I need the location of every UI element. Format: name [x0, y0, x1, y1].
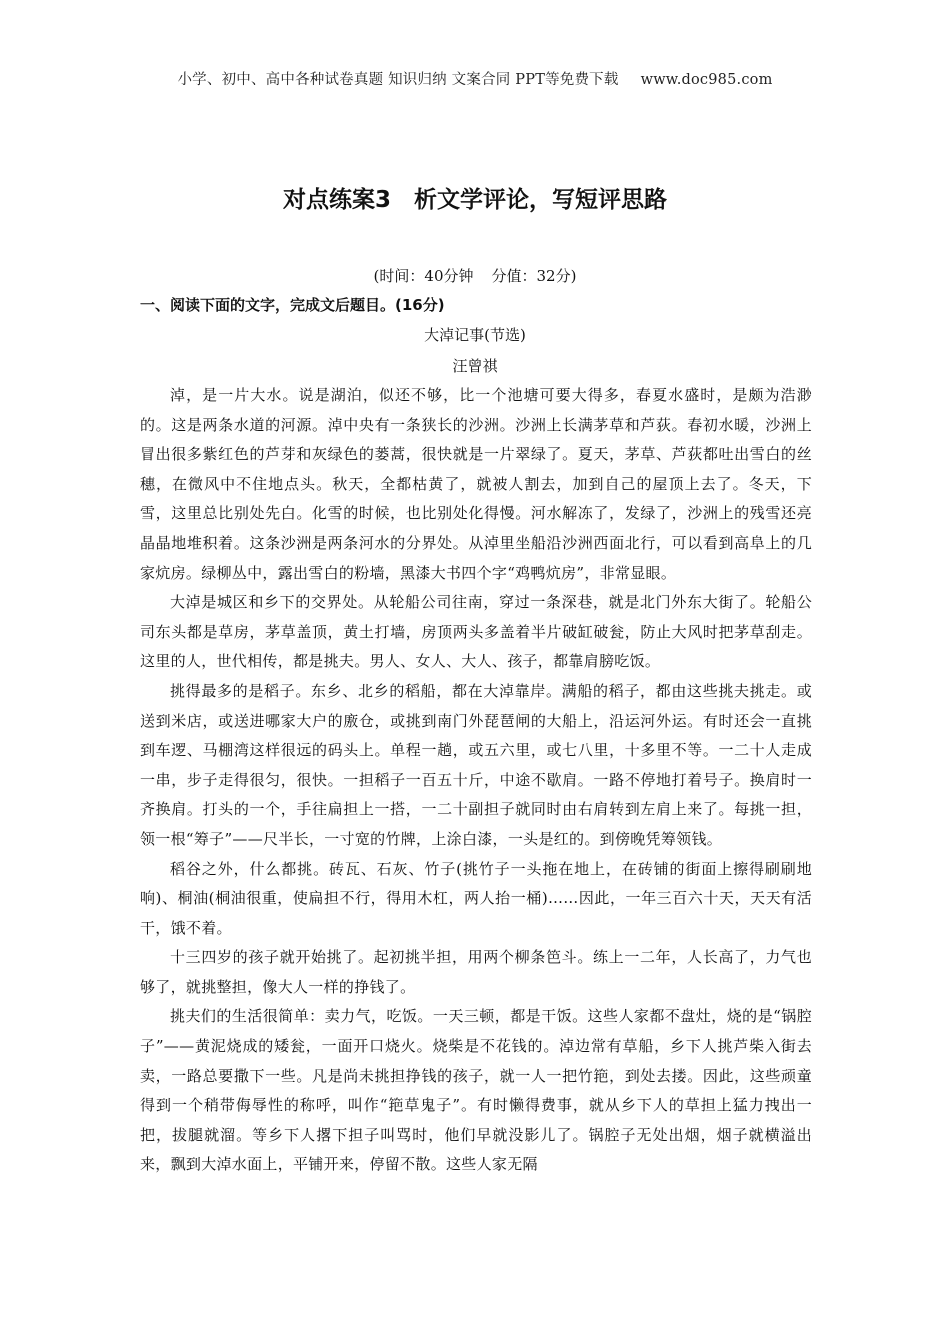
- paragraph: 大淖是城区和乡下的交界处。从轮船公司往南，穿过一条深巷，就是北门外东大街了。轮船公司东头都是草房，茅草盖顶，黄土打墙，房顶两头多盖着半片破缸破瓮，防止大风时把茅草刮走。这里的人，世代相传，都是挑夫。男人、女人、大人、孩子，都靠肩膀吃饭。: [140, 593, 812, 671]
- article-body: [140, 381, 812, 1180]
- article-title: 大淖记事(节选): [424, 326, 526, 344]
- banner-text: 小学、初中、高中各种试卷真题 知识归纳 文案合同 PPT等免费下载: [177, 72, 619, 88]
- exam-meta: [0, 265, 950, 286]
- paragraph: 淖，是一片大水。说是湖泊，似还不够，比一个池塘可要大得多，春夏水盛时，是颇为浩渺的。这是两条水道的河源。淖中央有一条狭长的沙洲。沙洲上长满茅草和芦荻。春初水暖，沙洲上冒出很多紫红色的芦芽和灰绿色的蒌蒿，很快就是一片翠绿了。夏天，茅草、芦荻都吐出雪白的丝穗，在微风中不住地点头。秋天，全都枯黄了，就被人割去，加到自己的屋顶上去了。冬天，下雪，这里总比别处先白。化雪的时候，也比别处化得慢。河水解冻了，发绿了，沙洲上的残雪还亮晶晶地堆积着。这条沙洲是两条河水的分界处。从淖里坐船沿沙洲西面北行，可以看到高阜上的几家炕房。绿柳丛中，露出雪白的粉墙，黑漆大书四个字“鸡鸭炕房”，非常显眼。: [140, 386, 812, 582]
- banner-url[interactable]: www.doc985.com: [640, 72, 773, 88]
- paragraph: 稻谷之外，什么都挑。砖瓦、石灰、竹子(挑竹子一头拖在地上，在砖铺的街面上擦得刷刷地响)、桐油(桐油很重，使扁担不行，得用木杠，两人抬一桶)……因此，一年三百六十天，天天有活干，饿不着。: [140, 859, 812, 937]
- article-author: 汪曾祺: [452, 357, 498, 375]
- score-info: 分值：32分): [491, 267, 577, 285]
- paragraph: 挑得最多的是稻子。东乡、北乡的稻船，都在大淖靠岸。满船的稻子，都由这些挑夫挑走。或送到米店，或送进哪家大户的廒仓，或挑到南门外琵琶闸的大船上，沿运河外运。有时还会一直挑到车逻、马棚湾这样很远的码头上。单程一趟，或五六里，或七八里，十多里不等。一二十人走成一串，步子走得很匀，很快。一担稻子一百五十斤，中途不歇肩。一路不停地打着号子。换肩时一齐换肩。打头的一个，手往扁担上一搭，一二十副担子就同时由右肩转到左肩上来了。每挑一担，领一根“筹子”——尺半长，一寸宽的竹牌，上涂白漆，一头是红的。到傍晚凭筹领钱。: [140, 681, 812, 848]
- header-banner: [0, 68, 950, 89]
- paragraph: 十三四岁的孩子就开始挑了。起初挑半担，用两个柳条笆斗。练上一二年，人长高了，力气也够了，就挑整担，像大人一样的挣钱了。: [140, 948, 812, 996]
- time-info: (时间：40分钟: [373, 267, 474, 285]
- paragraph: 挑夫们的生活很简单：卖力气，吃饭。一天三顿，都是干饭。这些人家都不盘灶，烧的是“锅腔子”——黄泥烧成的矮瓮，一面开口烧火。烧柴是不花钱的。淖边常有草船，乡下人挑芦柴入街去卖，一路总要撒下一些。凡是尚未挑担挣钱的孩子，就一人一把竹筢，到处去搂。因此，这些顽童得到一个稍带侮辱性的称呼，叫作“筢草鬼子”。有时懒得费事，就从乡下人的草担上猛力拽出一把，拔腿就溜。等乡下人撂下担子叫骂时，他们早就没影儿了。锅腔子无处出烟，烟子就横溢出来，飘到大淖水面上，平铺开来，停留不散。这些人家无隔: [140, 1007, 812, 1174]
- section-heading: 一、阅读下面的文字，完成文后题目。(16分): [140, 296, 445, 314]
- page-title: 对点练案3 析文学评论，写短评思路: [282, 187, 667, 213]
